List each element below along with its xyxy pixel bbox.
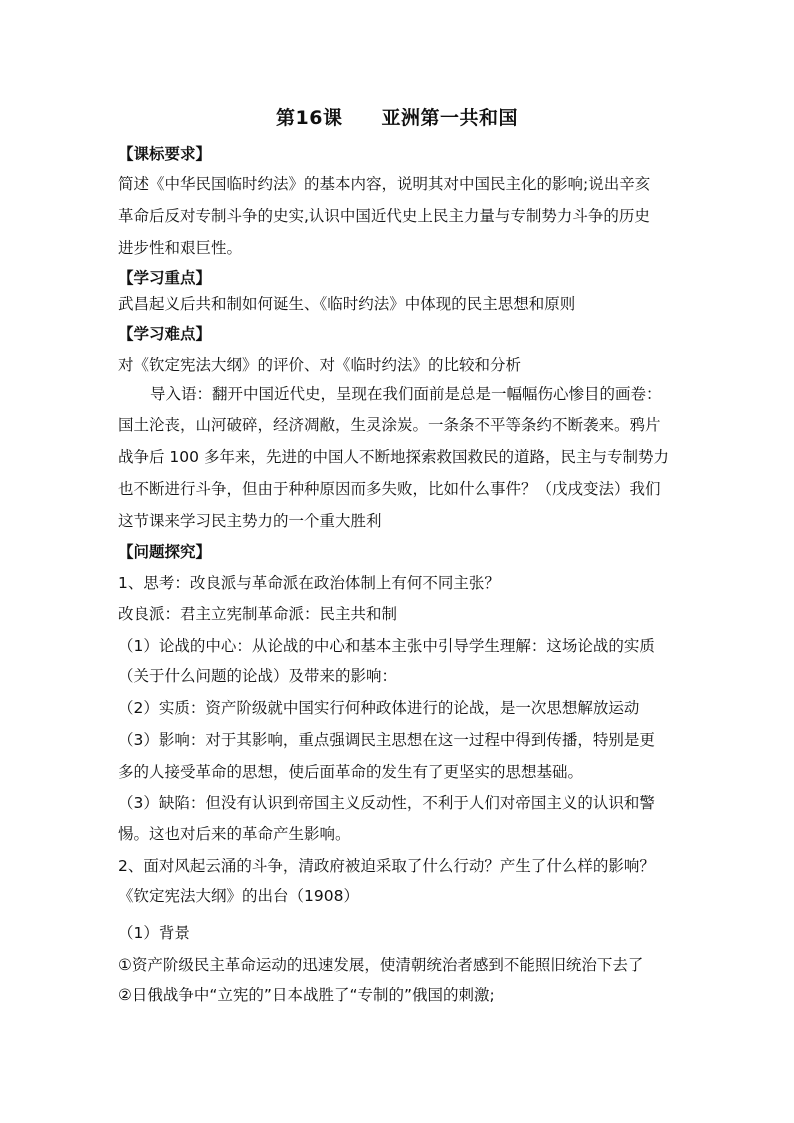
section-heading-zhongdian: 【学习重点】	[118, 269, 212, 287]
daoru-line-3: 战争后 100 多年来，先进的中国人不断地探索救国救民的道路，民主与专制势力	[118, 448, 669, 466]
nandian-line: 对《钦定宪法大纲》的评价、对《临时约法》的比较和分析	[118, 356, 522, 374]
tanjiu-line-1: 1、思考：改良派与革命派在政治体制上有何不同主张？	[118, 574, 500, 592]
daoru-line-4: 也不断进行斗争，但由于种种原因而多失败，比如什么事件？（戊戌变法）我们	[118, 480, 661, 498]
kebiao-line-1: 简述《中华民国临时约法》的基本内容，说明其对中国民主化的影响;说出辛亥	[118, 175, 651, 193]
section-heading-nandian: 【学习难点】	[118, 325, 212, 343]
tanjiu-line-3: （1）论战的中心：从论战的中心和基本主张中引导学生理解：这场论战的实质	[118, 637, 655, 655]
tanjiu-line-9: 惕。这也对后来的革命产生影响。	[118, 825, 351, 843]
section-heading-kebiao: 【课标要求】	[118, 145, 212, 163]
tanjiu-line-13: ①资产阶级民主革命运动的迅速发展，使清朝统治者感到不能照旧统治下去了	[118, 956, 644, 974]
kebiao-line-2: 革命后反对专制斗争的史实,认识中国近代史上民主力量与专制势力斗争的历史	[118, 207, 650, 225]
tanjiu-line-7: 多的人接受革命的思想，使后面革命的发生有了更坚实的思想基础。	[118, 763, 584, 781]
tanjiu-line-14: ②日俄战争中“立宪的”日本战胜了“专制的”俄国的刺激;	[118, 986, 495, 1004]
tanjiu-line-5: （2）实质：资产阶级就中国实行何种政体进行的论战，是一次思想解放运动	[118, 699, 640, 717]
tanjiu-line-10: 2、面对风起云涌的斗争，清政府被迫采取了什么行动？产生了什么样的影响？	[118, 857, 655, 875]
kebiao-line-3: 进步性和艰巨性。	[118, 239, 243, 257]
daoru-line-5: 这节课来学习民主势力的一个重大胜利	[118, 512, 382, 530]
tanjiu-line-6: （3）影响：对于其影响，重点强调民主思想在这一过程中得到传播，特别是更	[118, 731, 655, 749]
tanjiu-line-4: （关于什么问题的论战）及带来的影响：	[118, 667, 398, 685]
tanjiu-line-8: （3）缺陷：但没有认识到帝国主义反动性，不利于人们对帝国主义的认识和警	[118, 794, 655, 812]
daoru-line-2: 国土沦丧，山河破碎，经济凋敝，生灵涂炭。一条条不平等条约不断袭来。鸦片	[118, 416, 661, 434]
section-heading-tanjiu: 【问题探究】	[118, 543, 212, 561]
tanjiu-line-2: 改良派：君主立宪制革命派：民主共和制	[118, 605, 398, 623]
daoru-line-1: 导入语：翻开中国近代史，呈现在我们面前是总是一幅幅伤心惨目的画卷：	[150, 385, 662, 403]
tanjiu-line-12: （1）背景	[118, 924, 190, 942]
tanjiu-line-11: 《钦定宪法大纲》的出台（1908）	[118, 887, 359, 905]
lesson-title: 第16课 亚洲第一共和国	[276, 107, 518, 129]
zhongdian-line: 武昌起义后共和制如何诞生、《临时约法》中体现的民主思想和原则	[118, 295, 576, 313]
